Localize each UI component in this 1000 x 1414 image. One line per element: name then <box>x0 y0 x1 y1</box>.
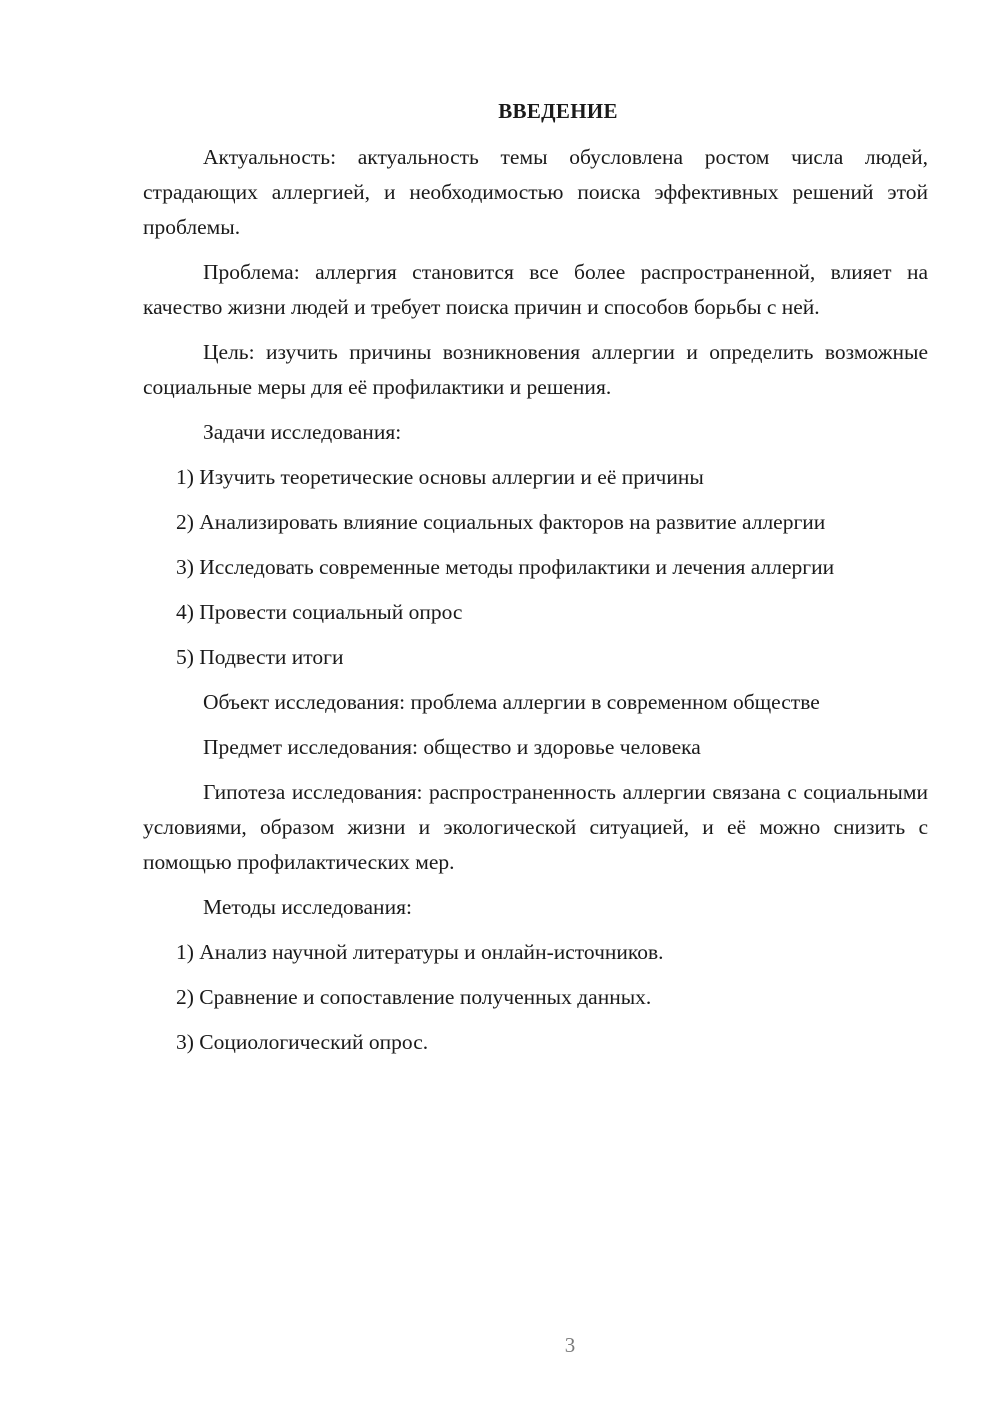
method-item-1: 1) Анализ научной литературы и онлайн-источников. <box>176 940 664 964</box>
task-item-1: 1) Изучить теоретические основы аллергии и её причины <box>176 465 704 489</box>
section-title: ВВЕДЕНИЕ <box>498 99 618 123</box>
page-number: 3 <box>564 1333 576 1357</box>
task-item-4: 4) Провести социальный опрос <box>176 600 463 624</box>
method-item-2: 2) Сравнение и сопоставление полученных данных. <box>176 985 652 1009</box>
methods-heading: Методы исследования: <box>203 895 412 919</box>
tasks-heading: Задачи исследования: <box>203 420 402 444</box>
problem-paragraph: Проблема: аллергия становится все более распространенной, влияет на качество жизни людей и требует поиска причин и способов борьбы с ней. <box>143 260 928 319</box>
task-item-5: 5) Подвести итоги <box>176 645 344 669</box>
goal-paragraph: Цель: изучить причины возникновения аллергии и определить возможные социальные меры для её профилактики и решения. <box>143 340 928 399</box>
task-item-2: 2) Анализировать влияние социальных факторов на развитие аллергии <box>176 510 826 534</box>
method-item-3: 3) Социологический опрос. <box>176 1030 429 1054</box>
task-item-3: 3) Исследовать современные методы профилактики и лечения аллергии <box>176 555 835 579</box>
page-content <box>143 96 928 1070</box>
subject-paragraph: Предмет исследования: общество и здоровье человека <box>203 735 701 759</box>
hypothesis-paragraph: Гипотеза исследования: распространенность аллергии связана с социальными условиями, образом жизни и экологической ситуацией, и её можно снизить с помощью профилактических мер. <box>143 780 928 874</box>
relevance-paragraph: Актуальность: актуальность темы обусловлена ростом числа людей, страдающих аллергией, и необходимостью поиска эффективных решений этой проблемы. <box>143 145 928 239</box>
object-paragraph: Объект исследования: проблема аллергии в современном обществе <box>203 690 820 714</box>
